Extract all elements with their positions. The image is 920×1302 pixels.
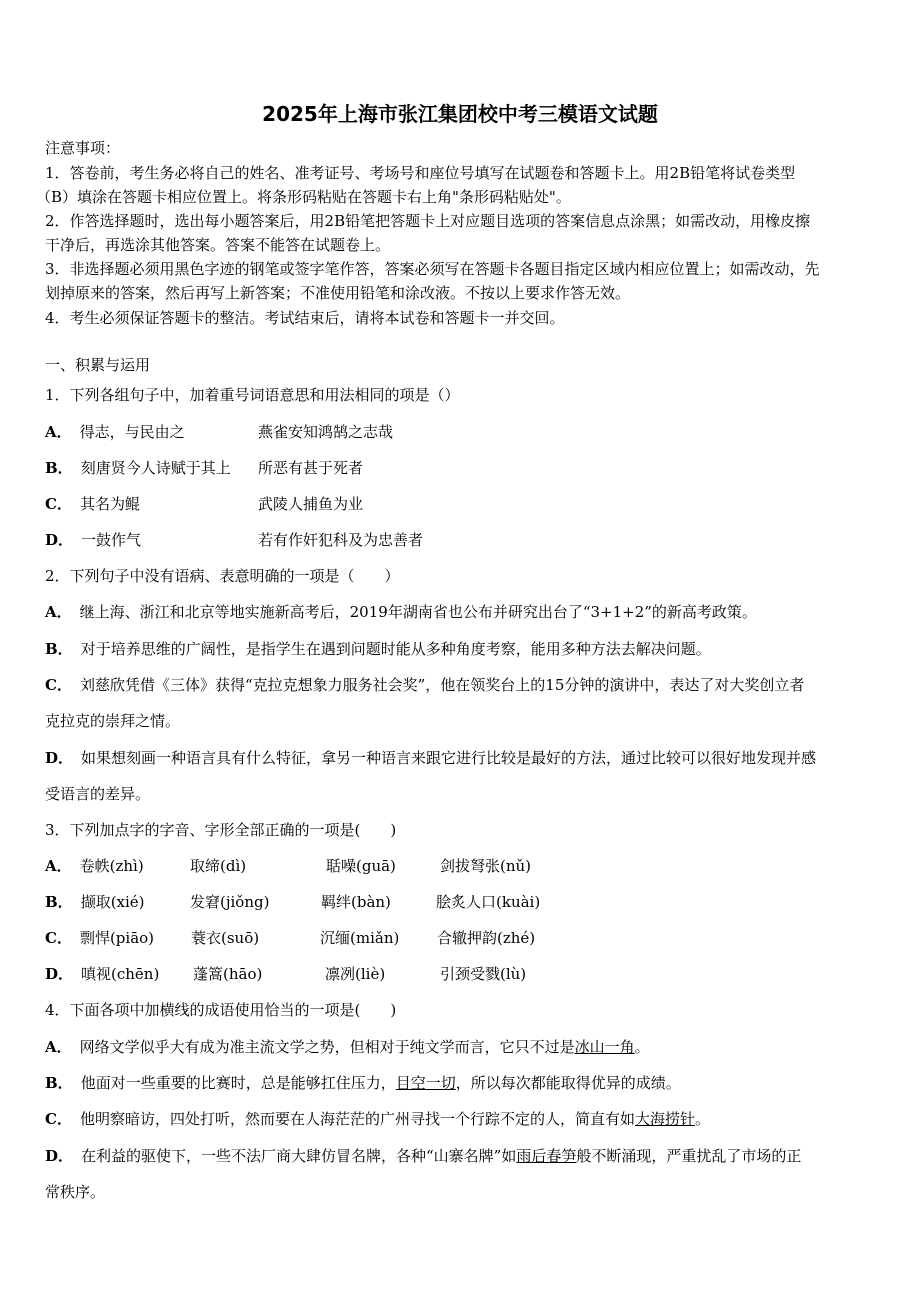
q4-option-a bbox=[45, 1036, 885, 1058]
q3-option-b bbox=[45, 891, 885, 913]
pinyin-item: 引颈受戮(lù) bbox=[440, 965, 527, 983]
option-text: 网络文学似乎大有成为准主流文学之势，但相对于纯文学而言，它只不过是 bbox=[79, 1038, 575, 1056]
underlined-idiom: 雨后春笋 bbox=[516, 1147, 577, 1165]
option-text-2: 燕雀安知鸿鹄之志哉 bbox=[258, 423, 394, 441]
page-title: 2025年上海市张江集团校中考三模语文试题 bbox=[262, 102, 658, 126]
option-text: 他明察暗访，四处打听，然而要在人海茫茫的广州寻找一个行踪不定的人，简直有如 bbox=[79, 1110, 635, 1128]
notes-heading: 注意事项： bbox=[45, 139, 121, 157]
note-line: 2．作答选择题时，选出每小题答案后，用2B铅笔把答题卡上对应题目选项的答案信息点涂黑；如需改动，用橡皮擦 bbox=[45, 212, 811, 230]
q1-option-a bbox=[45, 421, 885, 443]
q4-option-b bbox=[45, 1072, 885, 1094]
note-line: （B）填涂在答题卡相应位置上。将条形码粘贴在答题卡右上角"条形码粘贴处"。 bbox=[36, 188, 571, 206]
q1-option-d bbox=[45, 529, 885, 551]
option-label: C． bbox=[45, 929, 72, 947]
option-label: A． bbox=[45, 857, 72, 875]
option-text-2: 武陵人捕鱼为业 bbox=[258, 495, 364, 513]
option-text: 在利益的驱使下，一些不法厂商大肆仿冒名牌，各种“山寨名牌”如 bbox=[81, 1147, 517, 1165]
option-label: D． bbox=[45, 965, 74, 983]
pinyin-item: 蓬篙(hāo) bbox=[193, 965, 263, 983]
option-text: 他面对一些重要的比赛时，总是能够扛住压力， bbox=[80, 1074, 396, 1092]
underlined-idiom: 冰山一角 bbox=[574, 1038, 635, 1056]
option-label: A． bbox=[45, 1038, 72, 1056]
option-label: D． bbox=[45, 1147, 74, 1165]
option-text-2: 若有作奸犯科及为忠善者 bbox=[258, 531, 424, 549]
underlined-idiom: 目空一切 bbox=[395, 1074, 456, 1092]
pinyin-item: 剑拔弩张(nǔ) bbox=[440, 857, 532, 875]
q4-option-d-cont: 常秩序。 bbox=[45, 1183, 106, 1201]
note-line: 划掉原来的答案，然后再写上新答案；不准使用铅笔和涂改液。不按以上要求作答无效。 bbox=[45, 284, 631, 302]
option-label: D． bbox=[45, 531, 74, 549]
note-line: 干净后，再选涂其他答案。答案不能答在试题卷上。 bbox=[45, 236, 391, 254]
option-text-2: 所恶有甚于死者 bbox=[258, 459, 364, 477]
pinyin-item: 聒噪(guā) bbox=[326, 857, 396, 875]
pinyin-item: 沉缅(miǎn) bbox=[320, 929, 400, 947]
question-1-stem: 1．下列各组句子中，加着重号词语意思和用法相同的项是（） bbox=[45, 386, 460, 404]
underlined-idiom: 大海捞针 bbox=[634, 1110, 695, 1128]
pinyin-item: 合辙押韵(zhé) bbox=[437, 929, 536, 947]
option-label: B． bbox=[45, 640, 73, 658]
option-label: C． bbox=[45, 495, 72, 513]
option-text-1: 得志，与民由之 bbox=[79, 423, 185, 441]
option-label: C． bbox=[45, 676, 72, 694]
note-line: 4．考生必须保证答题卡的整洁。考试结束后，请将本试卷和答题卡一并交回。 bbox=[45, 309, 565, 327]
pinyin-item: 嗔视(chēn) bbox=[81, 965, 160, 983]
option-text: 。 bbox=[694, 1110, 710, 1128]
question-4-stem: 4．下面各项中加横线的成语使用恰当的一项是( ) bbox=[45, 1001, 397, 1019]
q1-option-c bbox=[45, 493, 885, 515]
option-text-1: 刻唐贤今人诗赋于其上 bbox=[80, 459, 231, 477]
q1-option-b bbox=[45, 457, 885, 479]
option-label: B． bbox=[45, 1074, 73, 1092]
option-text-1: 其名为鲲 bbox=[79, 495, 140, 513]
option-label: A． bbox=[45, 423, 72, 441]
q4-option-d bbox=[45, 1145, 885, 1167]
pinyin-item: 取缔(dì) bbox=[190, 857, 247, 875]
pinyin-item: 撷取(xié) bbox=[80, 893, 145, 911]
q2-option-a bbox=[45, 601, 885, 623]
q4-option-c bbox=[45, 1108, 885, 1130]
option-label: A． bbox=[45, 603, 72, 621]
q2-option-c bbox=[45, 674, 885, 696]
section-heading: 一、积累与运用 bbox=[45, 356, 151, 374]
option-text: 。 bbox=[634, 1038, 650, 1056]
pinyin-item: 凛冽(liè) bbox=[325, 965, 386, 983]
pinyin-item: 蓑衣(suō) bbox=[191, 929, 260, 947]
q2-option-d-cont: 受语言的差异。 bbox=[45, 785, 151, 803]
q3-option-c bbox=[45, 927, 885, 949]
option-text-1: 一鼓作气 bbox=[81, 531, 142, 549]
q2-option-d bbox=[45, 747, 885, 769]
q2-option-b bbox=[45, 638, 885, 660]
q3-option-d bbox=[45, 963, 885, 985]
option-label: B． bbox=[45, 893, 73, 911]
option-text: 继上海、浙江和北京等地实施新高考后，2019年湖南省也公布并研究出台了“3+1+2”的新高考政策。 bbox=[79, 603, 757, 621]
pinyin-item: 剽悍(piāo) bbox=[79, 929, 155, 947]
option-text: ，所以每次都能取得优异的成绩。 bbox=[455, 1074, 681, 1092]
pinyin-item: 脍炙人口(kuài) bbox=[436, 893, 541, 911]
option-text: 如果想刻画一种语言具有什么特征，拿另一种语言来跟它进行比较是最好的方法，通过比较可以很好地发现并感 bbox=[81, 749, 817, 767]
pinyin-item: 羁绊(bàn) bbox=[321, 893, 391, 911]
option-label: D． bbox=[45, 749, 74, 767]
note-line: 1．答卷前，考生务必将自己的姓名、准考证号、考场号和座位号填写在试题卷和答题卡上。用2B铅笔将试卷类型 bbox=[45, 164, 796, 182]
option-text: 对于培养思维的广阔性，是指学生在遇到问题时能从多种角度考察，能用多种方法去解决问题。 bbox=[80, 640, 711, 658]
option-label: C． bbox=[45, 1110, 72, 1128]
option-label: B． bbox=[45, 459, 73, 477]
q2-option-c-cont: 克拉克的崇拜之情。 bbox=[45, 712, 181, 730]
q3-option-a bbox=[45, 855, 885, 877]
option-text: 般不断涌现，严重扰乱了市场的正 bbox=[576, 1147, 802, 1165]
pinyin-item: 发窘(jiǒng) bbox=[190, 893, 270, 911]
option-text: 刘慈欣凭借《三体》获得“克拉克想象力服务社会奖”，他在领奖台上的15分钟的演讲中，表达了对大奖创立者 bbox=[79, 676, 805, 694]
note-line: 3．非选择题必须用黑色字迹的钢笔或签字笔作答，答案必须写在答题卡各题目指定区域内相应位置上；如需改动，先 bbox=[45, 260, 820, 278]
pinyin-item: 卷帙(zhì) bbox=[79, 857, 144, 875]
question-2-stem: 2．下列句子中没有语病、表意明确的一项是（ ） bbox=[45, 567, 400, 585]
question-3-stem: 3．下列加点字的字音、字形全部正确的一项是( ) bbox=[45, 821, 397, 839]
